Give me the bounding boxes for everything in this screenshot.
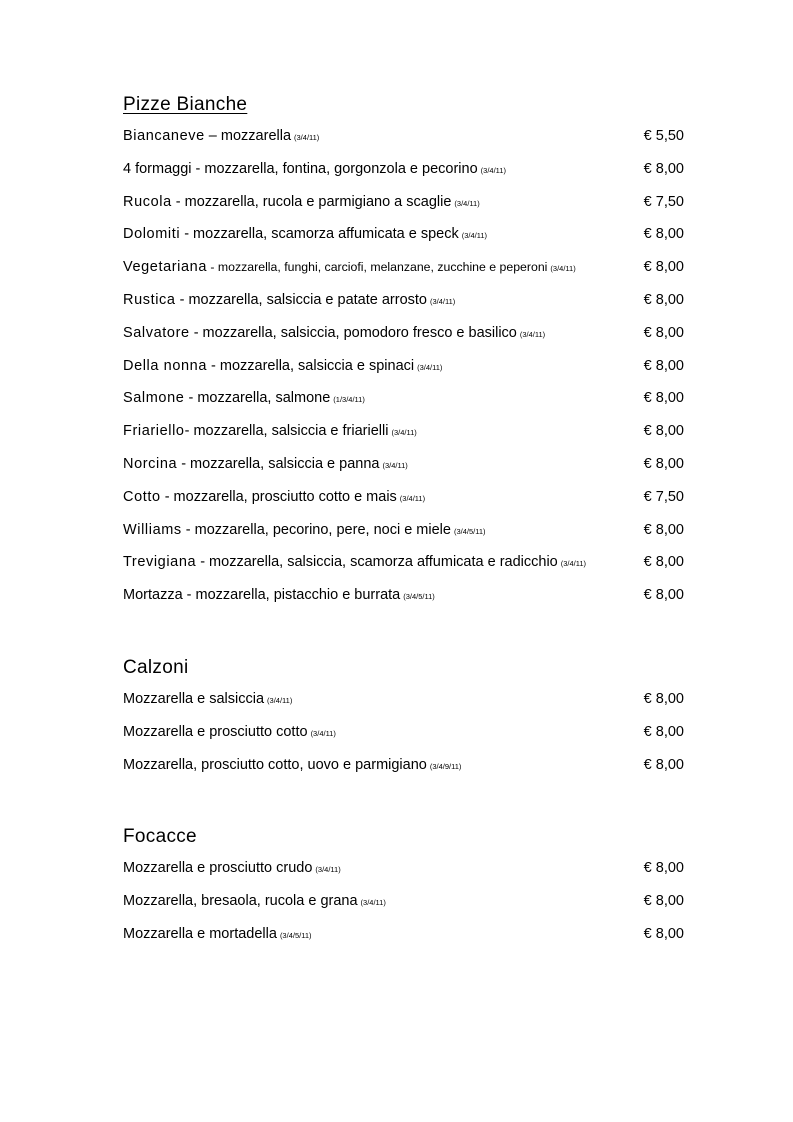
section-title: Pizze Bianche [123,94,248,115]
item-description: - mozzarella, salsiccia e patate arrosto [175,291,427,308]
menu-item [123,324,684,357]
section-title: Calzoni [123,656,189,678]
item-price: € 8,00 [643,521,684,538]
item-description: - mozzarella, pecorino, pere, noci e miele [181,521,451,538]
allergen-code: (3/4/11) [461,231,488,241]
item-name: Della nonna [123,357,207,374]
item-description: - mozzarella, rucola e parmigiano a scaglie [171,193,452,210]
allergen-code: (3/4/11) [417,362,443,372]
section-title: Focacce [123,826,197,848]
allergen-code: (3/4/11) [360,898,386,908]
menu-item [123,291,684,324]
item-name: Norcina [123,455,178,472]
item-name: Mozzarella e salsiccia [123,690,265,707]
item-price: € 8,00 [643,723,684,740]
item-price: € 7,50 [643,488,684,505]
menu-item [123,859,684,892]
item-description: - mozzarella, salsiccia, scamorza affumicata e radicchio [196,554,558,571]
item-price: € 8,00 [643,860,684,877]
menu-item [123,357,684,390]
item-description: - mozzarella, salsiccia e panna [177,455,380,472]
menu-item [123,756,684,789]
item-name: Vegetariana [123,259,207,276]
item-price: € 8,00 [643,893,684,910]
section-calzoni [123,655,684,788]
item-price: € 8,00 [643,390,684,407]
item-price: € 8,00 [643,587,684,604]
item-price: € 7,50 [643,193,684,210]
item-name: Cotto [123,488,161,505]
menu-item [123,892,684,925]
menu-item [123,488,684,521]
item-description: - mozzarella, fontina, gorgonzola e pecorino [191,160,478,177]
menu-item [123,193,684,226]
item-price: € 8,00 [643,756,684,773]
allergen-code: (3/4/11) [480,165,506,175]
allergen-code: (3/4/11) [267,695,293,705]
item-name: Mozzarella, prosciutto cotto, uovo e parmigiano [123,756,427,773]
menu-item [123,553,684,586]
menu-item [123,586,684,619]
allergen-code: (3/4/11) [550,264,576,274]
item-description: - mozzarella, salsiccia e friarielli [184,423,389,440]
menu-item [123,225,684,258]
allergen-code: (3/4/9/11) [429,761,462,771]
section-pizze-bianche [123,92,684,619]
allergen-code: (3/4/11) [294,133,320,142]
allergen-code: (3/4/11) [560,559,587,569]
item-name: Williams [123,521,182,538]
item-name: 4 formaggi [123,160,192,177]
allergen-code: (3/4/11) [315,865,341,875]
menu-item [123,422,684,455]
allergen-code: (3/4/11) [454,198,480,208]
menu-item [123,389,684,422]
section-focacce [123,824,684,957]
item-price: € 8,00 [643,226,684,243]
item-price: € 8,00 [643,423,684,440]
allergen-code: (3/4/11) [399,493,426,503]
item-name: Mortazza [123,587,183,604]
item-name: Friariello [123,423,185,440]
menu-item [123,160,684,193]
item-name: Mozzarella e prosciutto crudo [123,860,313,877]
item-name: Mozzarella e mortadella [123,925,277,942]
item-name: Mozzarella, bresaola, rucola e grana [123,893,358,910]
item-description: - mozzarella, salsiccia, pomodoro fresco e basilico [189,324,517,341]
item-price: € 8,00 [643,357,684,374]
menu-item [123,690,684,723]
item-description: - mozzarella, salsiccia e spinaci [207,357,415,374]
allergen-code: (3/4/5/11) [453,526,486,536]
allergen-code: (3/4/11) [430,296,456,306]
menu-item [123,127,684,160]
item-price: € 8,00 [643,455,684,472]
menu-item [123,925,684,958]
item-name: Trevigiana [123,554,197,571]
item-price: € 8,00 [643,160,684,177]
allergen-code: (3/4/5/11) [403,592,435,602]
menu-item [123,258,684,291]
menu-item [123,521,684,554]
item-price: € 8,00 [643,925,684,942]
menu-item [123,455,684,488]
allergen-code: (3/4/5/11) [279,930,312,940]
item-price: € 8,00 [643,291,684,308]
item-description: - mozzarella, pistacchio e burrata [182,587,401,604]
allergen-code: (3/4/11) [382,460,408,470]
item-name: Mozzarella e prosciutto cotto [123,723,308,740]
item-description: - mozzarella, funghi, carciofi, melanzane, zucchine e peperoni [207,260,548,275]
item-description: – mozzarella [204,128,292,144]
allergen-code: (3/4/11) [519,329,546,339]
menu-item [123,723,684,756]
item-name: Dolomiti [123,226,181,243]
item-name: Salvatore [123,324,190,341]
item-name: Salmone [123,390,185,407]
item-name: Biancaneve [123,128,205,144]
item-description: - mozzarella, scamorza affumicata e speck [180,226,459,243]
item-name: Rustica [123,291,176,308]
item-name: Rucola [123,193,172,210]
item-price: € 8,00 [643,324,684,341]
allergen-code: (3/4/11) [391,428,417,438]
item-price: € 8,00 [643,554,684,571]
allergen-code: (1/3/4/11) [333,395,365,405]
item-price: € 8,00 [643,690,684,707]
allergen-code: (3/4/11) [310,728,336,738]
item-description: - mozzarella, prosciutto cotto e mais [160,488,397,505]
item-description: - mozzarella, salmone [184,390,331,407]
item-price: € 5,50 [643,128,684,144]
item-price: € 8,00 [643,259,684,276]
